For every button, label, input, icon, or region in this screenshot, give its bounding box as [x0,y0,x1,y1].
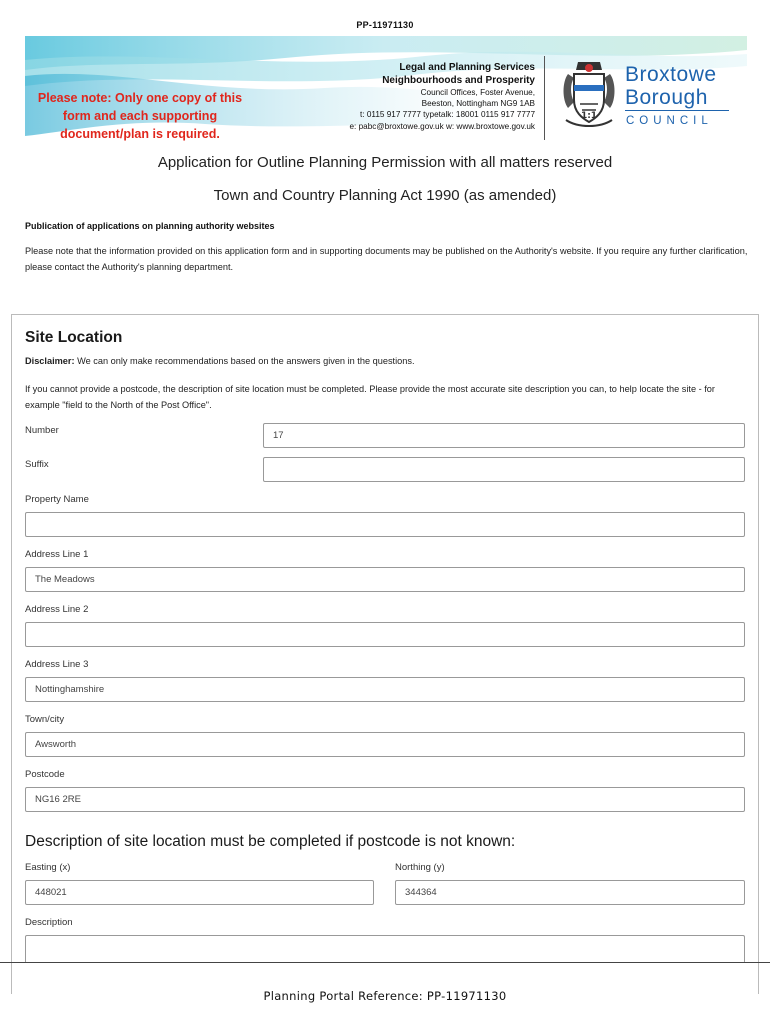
property-name-label: Property Name [25,494,89,505]
disclaimer-text: We can only make recommendations based on the answers given in the questions. [74,356,415,366]
description-label: Description [25,917,73,928]
number-label: Number [25,425,59,436]
planning-portal-reference: Planning Portal Reference: PP-11971130 [263,989,507,1003]
copy-note: Please note: Only one copy of this form and each supporting document/plan is required. [37,91,243,141]
postcode-field[interactable]: NG16 2RE [25,787,745,812]
disclaimer [25,356,415,366]
disclaimer-label: Disclaimer: [25,356,75,366]
banner-divider [544,56,545,140]
town-label: Town/city [25,714,65,725]
council-crest-icon [558,60,620,132]
easting-field[interactable]: 448021 [25,880,374,905]
property-name-field[interactable] [25,512,745,537]
council-brand [625,63,729,127]
office-line-2: Neighbourhoods and Prosperity [382,75,535,86]
description-field[interactable] [25,935,745,963]
office-line-4: Beeston, Nottingham NG9 1AB [421,99,535,109]
northing-label: Northing (y) [395,862,445,873]
section-title: Site Location [25,329,123,346]
suffix-field[interactable] [263,457,745,482]
suffix-label: Suffix [25,459,49,470]
northing-field[interactable]: 344364 [395,880,745,905]
form-act: Town and Country Planning Act 1990 (as amended) [213,187,557,204]
office-line-6: e: pabc@broxtowe.gov.uk w: www.broxtowe.gov.uk [349,121,535,131]
site-help-text: If you cannot provide a postcode, the description of site location must be completed. Please provide the most accurate site description you can, to help locate the site - for example "field to the North of the Post Office". [25,384,715,410]
office-line-3: Council Offices, Foster Avenue, [420,88,535,97]
reference-number-top: PP-11971130 [356,20,414,30]
address-line-1-label: Address Line 1 [25,549,89,560]
office-line-5: t: 0115 917 7777 typetalk: 18001 0115 917 7777 [360,110,535,120]
town-field[interactable]: Awsworth [25,732,745,757]
address-line-2-label: Address Line 2 [25,604,89,615]
brand-line-2: Borough [625,86,708,109]
office-line-1: Legal and Planning Services [399,62,535,73]
brand-rule [625,110,729,111]
description-section-title: Description of site location must be completed if postcode is not known: [25,833,516,850]
address-line-2-field[interactable] [25,622,745,647]
address-line-3-label: Address Line 3 [25,659,89,670]
publication-text: Please note that the information provided on this application form and in supporting documents may be published on the Authority's website. If you require any further clarification, please contact the Authority's planning department. [25,246,748,272]
brand-line-1: Broxtowe [625,63,717,86]
form-title: Application for Outline Planning Permission with all matters reserved [157,154,613,171]
address-line-1-field[interactable]: The Meadows [25,567,745,592]
office-address [350,61,536,132]
page-bottom-rule [0,962,770,963]
postcode-label: Postcode [25,769,65,780]
easting-label: Easting (x) [25,862,71,873]
brand-line-3: COUNCIL [626,115,713,127]
address-line-3-field[interactable]: Nottinghamshire [25,677,745,702]
svg-text:1:1: 1:1 [580,111,598,121]
number-field[interactable]: 17 [263,423,745,448]
council-banner [25,36,747,148]
publication-heading: Publication of applications on planning authority websites [25,221,275,231]
